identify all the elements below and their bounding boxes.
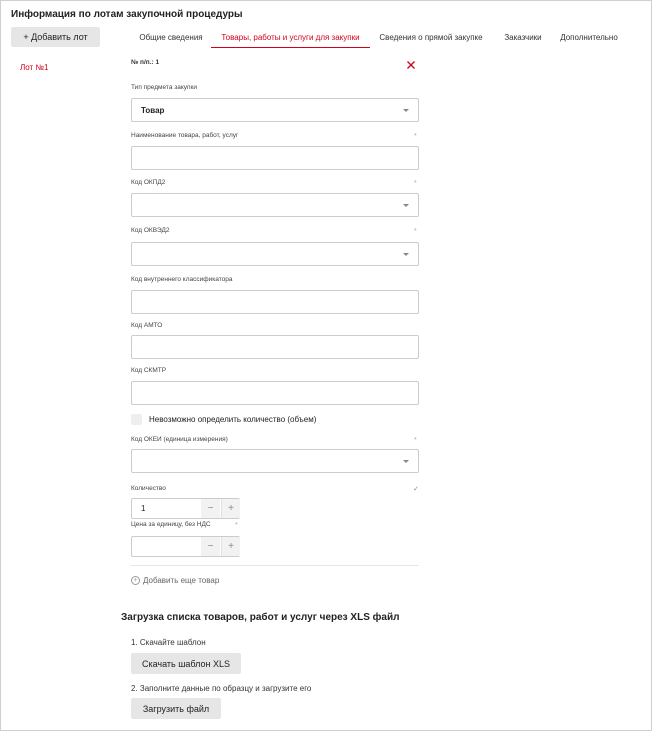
close-icon[interactable] [406,60,416,70]
quantity-unknown-checkbox[interactable] [131,414,142,425]
amto-input[interactable] [131,335,419,359]
quantity-increment-button[interactable]: + [221,499,240,518]
item-name-input[interactable] [131,146,419,170]
okved2-label: Код ОКВЭД2 [131,227,170,234]
chevron-down-icon [403,109,409,112]
internal-classifier-label: Код внутреннего классификатора [131,276,233,283]
quantity-input[interactable]: 1 [141,504,146,513]
unit-price-input[interactable] [132,537,201,556]
unit-price-label: Цена за единицу, без НДС [131,521,211,528]
tab-additional[interactable]: Дополнительно [560,33,618,42]
required-mark: * [414,133,417,140]
subject-type-value: Товар [141,106,165,115]
subject-type-select[interactable] [131,98,419,122]
tab-general[interactable]: Общие сведения [139,33,203,42]
subject-type-label: Тип предмета закупки [131,84,197,91]
amto-label: Код АМТО [131,322,163,329]
xls-step-1: 1. Скачайте шаблон [131,638,206,647]
okved2-select[interactable] [131,242,419,266]
item-name-label: Наименование товара, работ, услуг [131,132,239,139]
required-mark: * [414,180,417,187]
quantity-stepper [131,498,240,519]
divider [131,565,419,566]
add-lot-button[interactable]: + Добавить лот [11,27,100,47]
chevron-down-icon [403,253,409,256]
unit-price-stepper [131,536,240,557]
chevron-down-icon [403,204,409,207]
required-mark: * [414,228,417,235]
xls-step-2: 2. Заполните данные по образцу и загрузите его [131,684,312,693]
tab-goods-works-services[interactable]: Товары, работы и услуги для закупки [211,27,370,48]
skmtr-label: Код СКМТР [131,367,167,374]
chevron-down-icon [403,460,409,463]
tab-customers[interactable]: Заказчики [504,33,542,42]
internal-classifier-input[interactable] [131,290,419,314]
download-template-button[interactable]: Скачать шаблон XLS [131,653,241,674]
add-item-label: Добавить еще товар [143,576,220,585]
quantity-unknown-label: Невозможно определить количество (объем) [149,415,317,424]
required-mark: * [235,522,238,529]
required-mark: * [414,437,417,444]
okei-label: Код ОКЕИ (единица измерения) [131,436,228,443]
tab-direct-purchase[interactable]: Сведения о прямой закупке [379,33,483,42]
quantity-label: Количество [131,485,166,492]
lot-item-1[interactable]: Лот №1 [20,63,49,72]
skmtr-input[interactable] [131,381,419,405]
okpd2-label: Код ОКПД2 [131,179,166,186]
unit-price-decrement-button[interactable]: − [201,537,220,556]
xls-section-title: Загрузка списка товаров, работ и услуг через XLS файл [121,612,400,623]
unit-price-increment-button[interactable]: + [221,537,240,556]
quantity-decrement-button[interactable]: − [201,499,220,518]
okei-select[interactable] [131,449,419,473]
upload-file-button[interactable]: Загрузить файл [131,698,221,719]
page-title: Информация по лотам закупочной процедуры [11,9,243,20]
row-number: № п/п.: 1 [131,59,160,66]
valid-check-icon: ✓ [413,486,419,493]
add-item-link[interactable] [131,576,219,585]
plus-circle-icon: + [131,576,140,585]
okpd2-select[interactable] [131,193,419,217]
